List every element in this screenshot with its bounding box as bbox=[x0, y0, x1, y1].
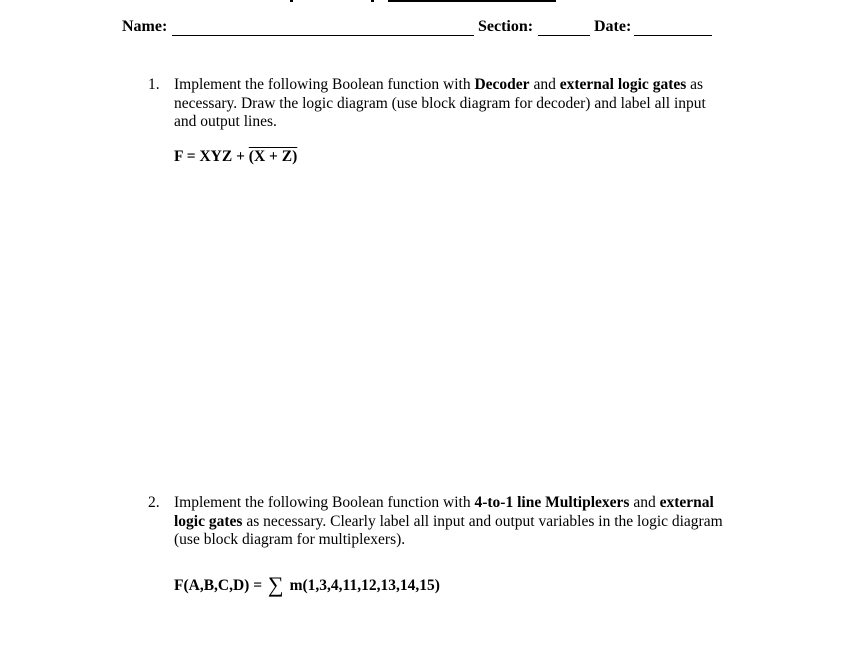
question-2-number: 2. bbox=[148, 494, 160, 511]
name-blank-line[interactable] bbox=[172, 35, 474, 36]
q2-text-part: Implement the following Boolean function with bbox=[174, 494, 475, 511]
question-2-formula bbox=[174, 570, 440, 596]
date-blank-line[interactable] bbox=[634, 35, 712, 36]
question-2-line-3: (use block diagram for multiplexers). bbox=[174, 531, 406, 548]
name-label: Name: bbox=[122, 18, 168, 35]
q1-bold-decoder: Decoder bbox=[474, 76, 530, 93]
q1-bold-external-gates: external logic gates bbox=[559, 76, 687, 93]
formula-2-prefix: F(A,B,C,D) = bbox=[174, 577, 266, 594]
q1-text-part: Implement the following Boolean function with bbox=[174, 76, 475, 93]
q2-text-part: and bbox=[629, 494, 660, 511]
q2-bold-multiplexers: 4-to-1 line Multiplexers bbox=[474, 494, 630, 511]
formula-1-complement-term: (X + Z) bbox=[248, 148, 298, 165]
q2-text-part: as necessary. Clearly label all input and output variables in the logic diagram bbox=[242, 512, 723, 530]
student-info-header bbox=[122, 18, 722, 40]
question-1-line-2: necessary. Draw the logic diagram (use block diagram for decoder) and label all input bbox=[174, 94, 706, 112]
section-label: Section: bbox=[478, 18, 534, 35]
q1-text-part: and bbox=[529, 76, 560, 93]
question-2-text bbox=[174, 494, 723, 550]
section-blank-line[interactable] bbox=[538, 35, 590, 36]
question-1-formula bbox=[174, 148, 297, 166]
formula-2-minterms: m(1,3,4,11,12,13,14,15) bbox=[289, 577, 440, 594]
top-partial-underline bbox=[388, 0, 556, 2]
q2-bold-external: external bbox=[659, 494, 714, 511]
question-1-number: 1. bbox=[148, 76, 160, 93]
question-1-text bbox=[174, 76, 706, 132]
question-1-line-3: and output lines. bbox=[174, 113, 277, 130]
q2-bold-logic-gates: logic gates bbox=[174, 512, 243, 530]
question-1-line-1 bbox=[174, 76, 706, 95]
top-artifact-mark bbox=[290, 0, 293, 2]
question-2-line-1 bbox=[174, 494, 723, 513]
q1-text-part: as bbox=[686, 76, 704, 93]
top-artifact-mark bbox=[371, 0, 374, 2]
date-label: Date: bbox=[594, 18, 632, 35]
formula-1-prefix: F = XYZ + bbox=[174, 148, 249, 165]
sigma-symbol: ∑ bbox=[267, 572, 284, 597]
question-2-line-2 bbox=[174, 513, 723, 532]
